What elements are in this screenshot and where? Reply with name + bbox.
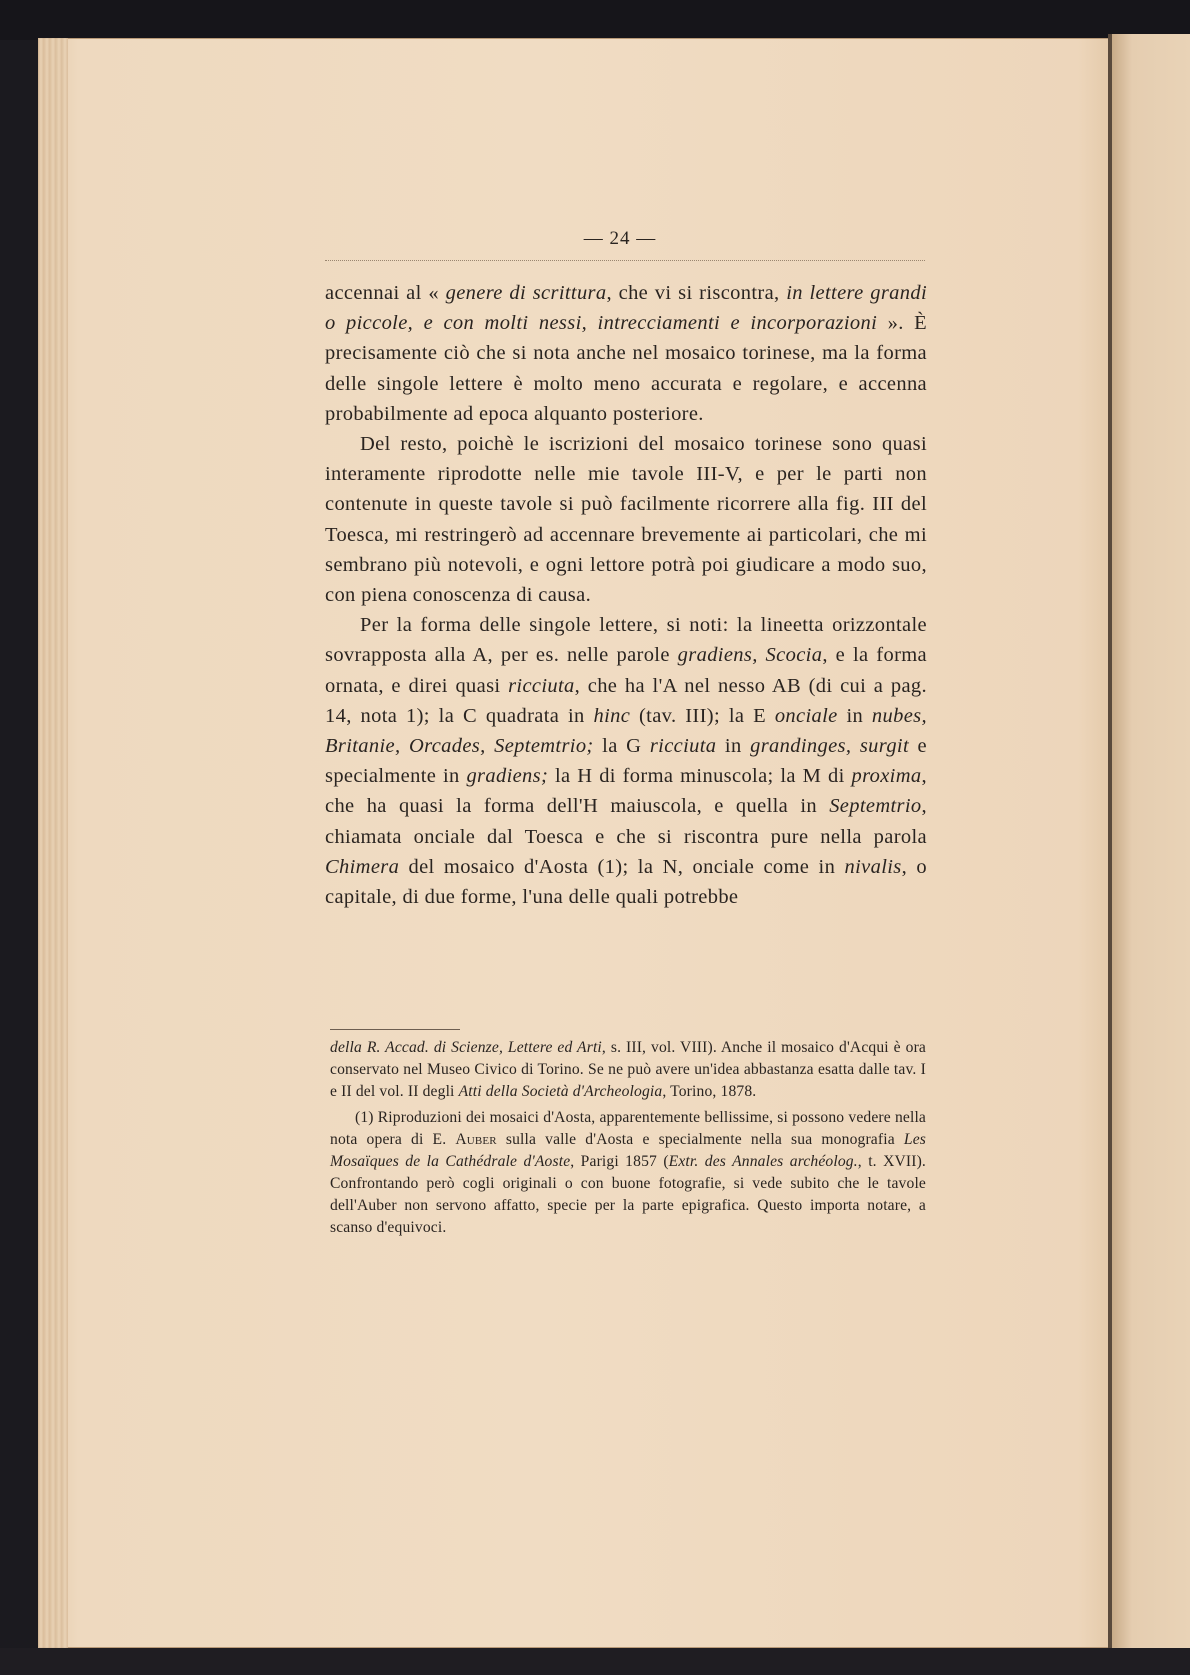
italic-run: Chimera <box>325 855 400 878</box>
text-run: la G <box>593 735 650 758</box>
text-run: , o capitale, di due forme, l'una delle quali potrebbe <box>325 855 928 909</box>
text-run: , che ha quasi la forma dell'H maiuscola, e quella in <box>325 765 927 818</box>
italic-run: onciale <box>774 704 838 727</box>
italic-run: nubes, Britanie, Orcades, Septemtrio; <box>325 704 927 758</box>
italic-run: in lettere grandi o piccole, e con molti nessi, intrecciamenti e incorporazioni <box>325 282 927 335</box>
paragraph-1 <box>325 278 927 429</box>
italic-run: Atti della Società d'Archeologia <box>458 1083 663 1100</box>
text-run: Per la forma delle singole lettere, si noti: la lineetta orizzontale sovrapposta alla A, per es. nelle parole <box>325 614 927 667</box>
italic-run: gradiens; <box>466 765 549 788</box>
footnote-1 <box>330 1107 926 1239</box>
text-run: in <box>837 704 872 727</box>
text-run: in <box>716 735 751 758</box>
footnote-continuation <box>330 1037 926 1103</box>
footnotes <box>330 1037 926 1243</box>
italic-run: Extr. des Annales archéolog. <box>668 1153 858 1170</box>
page-edges <box>38 38 68 1648</box>
text-run: accennai al « <box>325 282 446 304</box>
italic-run: grandinges, surgit <box>750 735 910 758</box>
scan-bottom <box>0 1648 1190 1675</box>
footnote-rule <box>330 1029 460 1030</box>
text-run: sulla valle d'Aosta e specialmente nella sua monografia <box>496 1131 904 1148</box>
text-run: , e la forma ornata, e direi quasi <box>325 644 928 697</box>
text-run: del mosaico d'Aosta (1); la N, onciale come in <box>399 855 845 878</box>
text-run: (tav. III); la E <box>630 704 775 727</box>
text-run: ». È precisamente ciò che si nota anche nel mosaico torinese, ma la forma delle singole lettere è molto meno accurata e regolare, e accenna probabilmente ad epoca alquanto posteriore. <box>325 312 927 425</box>
italic-run: ricciuta <box>649 735 717 758</box>
italic-run: della R. Accad. di Scienze, Lettere ed Arti <box>330 1039 602 1056</box>
text-run: Del resto, poichè le iscrizioni del mosaico torinese sono quasi interamente riprodotte nelle mie tavole III-V, e per le parti non contenute in queste tavole si può facilmente ricorrere alla fig. III del Toesca, mi restringerò ad accennare brevemente ai particolari, che mi sembrano più notevoli, e ogni lettore potrà poi giudicare a modo suo, con piena conoscenza di causa. <box>325 433 927 607</box>
header-rule <box>325 260 925 261</box>
italic-run: Les Mosaïques de la Cathédrale d'Aoste <box>330 1131 926 1170</box>
text-run: la H di forma minuscola; la M di <box>548 765 852 788</box>
text-run: , che vi si riscontra, <box>606 282 787 304</box>
text-run: Auber <box>455 1131 497 1148</box>
page-number: — 24 — <box>583 228 657 249</box>
italic-run: proxima <box>851 765 922 788</box>
paragraph-2 <box>325 429 927 610</box>
text-run: , che ha l'A nel nesso AB (di cui a pag. 14, nota 1); la C quadrata in <box>325 674 927 727</box>
text-run: e specialmente in <box>325 735 927 788</box>
text-run: , Torino, 1878. <box>662 1083 757 1100</box>
italic-run: gradiens, Scocia <box>677 644 823 667</box>
italic-run: Septemtrio <box>829 795 922 818</box>
scan-background <box>0 0 1190 40</box>
text-run: , t. XVII). Confrontando però cogli originali o con buone fotografie, si vede subito che le tavole dell'Auber non servono affatto, specie per la parte epigrafica. Questo importa notare, a scanso d'equivoci. <box>330 1153 926 1236</box>
italic-run: hinc <box>593 704 631 727</box>
text-run: , s. III, vol. VIII). Anche il mosaico d'Acqui è ora conservato nel Museo Civico di Torino. Se ne può avere un'idea abbastanza esatta dalle tav. I e II del vol. II degli <box>330 1039 926 1100</box>
main-text <box>325 278 927 912</box>
text-run: , chiamata onciale dal Toesca e che si riscontra pure nella parola <box>325 795 927 848</box>
facing-page-edge <box>1112 34 1190 1652</box>
paragraph-3 <box>325 610 927 912</box>
italic-run: genere di scrittura <box>445 282 607 304</box>
text-run: (1) Riproduzioni dei mosaici d'Aosta, apparentemente bellissime, si possono vedere nella nota opera di E. <box>330 1109 926 1148</box>
italic-run: ricciuta <box>508 674 575 697</box>
italic-run: nivalis <box>844 855 902 878</box>
text-run: , Parigi 1857 ( <box>570 1153 669 1170</box>
